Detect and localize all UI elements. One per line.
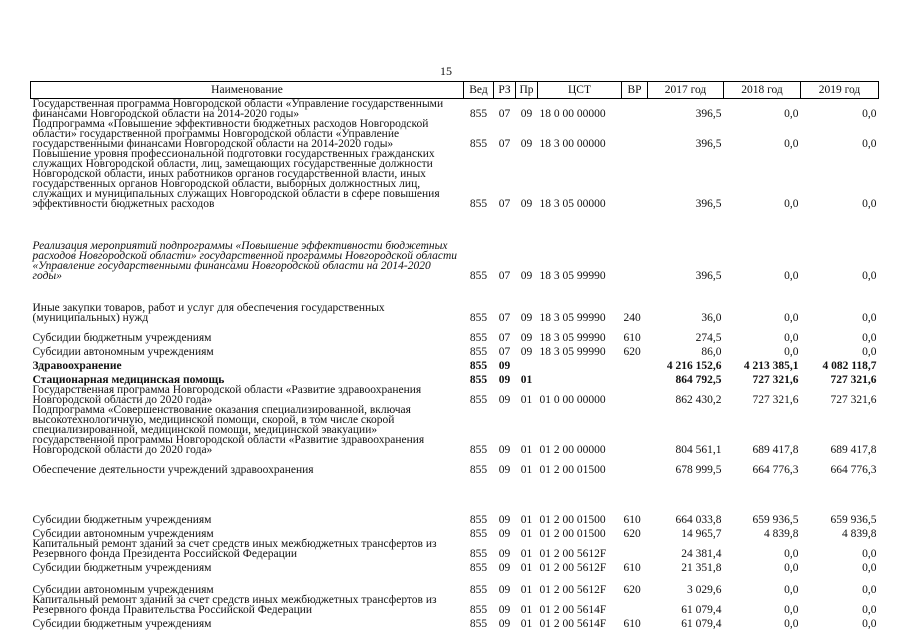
row-ved: 855 — [469, 562, 488, 574]
row-value-2018: 0,0 — [784, 562, 799, 574]
row-vr — [622, 539, 648, 559]
row-rz: 09 — [498, 514, 511, 526]
row-ved: 855 — [469, 604, 488, 616]
row-name: Государственная программа Новгородской области «Управление государственными финансами Новгородской области на 2014-2020 годы» — [32, 98, 444, 120]
row-pr: 09 — [520, 346, 533, 358]
row-ved: 855 — [469, 108, 488, 120]
row-value-2017: 14 965,7 — [681, 528, 722, 540]
row-name: Государственная программа Новгородской области «Развитие здравоохранения Новгородской области до 2020 года» — [32, 384, 422, 406]
row-ved: 855 — [469, 360, 488, 372]
row-name: Подпрограмма «Повышение эффективности бюджетных расходов Новгородской области» государственной программы Новгородской области «Управление государственными финансами Новгородской области на 2014-2020 годы» — [32, 118, 429, 150]
row-cst: 01 2 00 01500 — [539, 464, 606, 476]
table-row — [31, 281, 879, 323]
row-value-2019: 4 082 118,7 — [822, 360, 877, 372]
table-row — [31, 539, 879, 559]
row-vr: 620 — [623, 584, 641, 596]
row-rz: 09 — [498, 394, 511, 406]
row-value-2017: 24 381,4 — [681, 548, 722, 560]
row-ved: 855 — [469, 374, 488, 386]
row-value-2018: 0,0 — [784, 270, 799, 282]
table-row — [31, 475, 879, 525]
row-rz: 09 — [498, 548, 511, 560]
row-vr — [622, 595, 648, 615]
header-ved: Вед — [464, 82, 494, 99]
row-vr: 610 — [623, 514, 641, 526]
row-pr: 09 — [520, 198, 533, 210]
row-cst: 01 2 00 01500 — [539, 514, 606, 526]
row-ved: 855 — [469, 394, 488, 406]
row-vr — [622, 99, 648, 120]
row-pr: 09 — [520, 108, 533, 120]
header-cst: ЦСТ — [538, 82, 622, 99]
row-name: Субсидии автономным учреждениям — [32, 346, 214, 358]
row-pr: 01 — [520, 604, 533, 616]
row-pr: 09 — [520, 312, 533, 324]
row-vr: 620 — [623, 528, 641, 540]
row-value-2017: 804 561,1 — [675, 444, 722, 456]
row-value-2017: 396,5 — [695, 138, 722, 150]
row-value-2018: 0,0 — [784, 138, 799, 150]
row-cst: 18 3 05 99990 — [539, 312, 606, 324]
row-value-2019: 727 321,6 — [830, 374, 877, 386]
row-cst: 01 2 00 00000 — [539, 444, 606, 456]
row-rz: 09 — [498, 444, 511, 456]
row-name: Реализация мероприятий подпрограммы «Повышение эффективности бюджетных расходов Новгородской области» государственной программы Новгородской области «Управление государственными финансами Новгородской области на 2014-2020 годы» — [32, 240, 458, 282]
row-cst: 01 2 00 5614F — [539, 604, 607, 616]
row-value-2017: 21 351,8 — [681, 562, 722, 574]
row-ved: 855 — [469, 444, 488, 456]
row-name: Капитальный ремонт зданий за счет средств иных межбюджетных трансфертов из Резервного фонда Президента Российской Федерации — [32, 538, 437, 560]
row-name: Иные закупки товаров, работ и услуг для обеспечения государственных (муниципальных) нужд — [32, 302, 385, 324]
row-value-2018: 0,0 — [784, 548, 799, 560]
header-pr: Пр — [516, 82, 538, 99]
row-name: Стационарная медицинская помощь — [32, 374, 225, 386]
row-cst — [538, 357, 622, 371]
row-value-2019: 0,0 — [862, 108, 877, 120]
row-name: Субсидии автономным учреждениям — [32, 528, 214, 540]
table-row — [31, 385, 879, 405]
row-value-2018: 0,0 — [784, 198, 799, 210]
row-vr — [622, 371, 648, 385]
row-rz: 09 — [498, 464, 511, 476]
row-pr — [516, 357, 538, 371]
row-value-2019: 0,0 — [862, 312, 877, 324]
row-value-2018: 727 321,6 — [752, 374, 799, 386]
page-number: 15 — [440, 64, 452, 78]
row-value-2017: 86,0 — [701, 346, 722, 358]
header-2017: 2017 год — [648, 82, 724, 99]
row-value-2018: 689 417,8 — [752, 444, 799, 456]
table-body — [31, 99, 879, 630]
table-row — [31, 405, 879, 455]
row-pr: 09 — [520, 270, 533, 282]
row-cst: 01 0 00 00000 — [539, 394, 606, 406]
table-row — [31, 559, 879, 573]
row-value-2019: 0,0 — [862, 604, 877, 616]
row-vr — [622, 119, 648, 149]
row-cst: 01 2 00 5612F — [539, 548, 607, 560]
row-value-2018: 0,0 — [784, 584, 799, 596]
row-value-2019: 0,0 — [862, 346, 877, 358]
row-value-2017: 36,0 — [701, 312, 722, 324]
row-rz: 09 — [498, 618, 511, 630]
table-row — [31, 323, 879, 343]
row-vr: 610 — [623, 332, 641, 344]
budget-table — [30, 81, 879, 629]
row-name: Подпрограмма «Совершенствование оказания специализированной, включая высокотехнологичную, медицинской помощи, скорой, в том числе скорой специализированной, медицинской помощи, медицинской эвакуации» государственной программы Новгородской области «Развитие здравоохранения Новгородской области до 2020 года» — [32, 404, 425, 456]
table-row — [31, 119, 879, 149]
table-row — [31, 615, 879, 629]
table-row — [31, 595, 879, 615]
row-value-2017: 61 079,4 — [681, 604, 722, 616]
table-row — [31, 343, 879, 357]
table-row — [31, 99, 879, 120]
row-rz: 07 — [498, 108, 511, 120]
table-row — [31, 357, 879, 371]
row-ved: 855 — [469, 548, 488, 560]
row-ved: 855 — [469, 138, 488, 150]
row-value-2017: 664 033,8 — [675, 514, 722, 526]
row-vr: 610 — [623, 618, 641, 630]
row-pr: 01 — [520, 584, 533, 596]
row-ved: 855 — [469, 528, 488, 540]
row-vr — [622, 357, 648, 371]
table-header-row — [31, 82, 879, 99]
row-name: Субсидии бюджетным учреждениям — [32, 332, 212, 344]
row-pr: 09 — [520, 138, 533, 150]
row-cst: 18 3 05 99990 — [539, 346, 606, 358]
table-row — [31, 209, 879, 281]
row-pr: 01 — [520, 394, 533, 406]
row-value-2018: 0,0 — [784, 618, 799, 630]
row-value-2017: 396,5 — [695, 108, 722, 120]
row-rz: 07 — [498, 138, 511, 150]
row-value-2017: 862 430,2 — [675, 394, 722, 406]
row-value-2017: 274,5 — [695, 332, 722, 344]
row-vr — [622, 455, 648, 475]
row-pr: 01 — [520, 528, 533, 540]
row-name: Субсидии бюджетным учреждениям — [32, 514, 212, 526]
row-ved: 855 — [469, 514, 488, 526]
row-name: Субсидии автономным учреждениям — [32, 584, 214, 596]
table-row — [31, 371, 879, 385]
row-value-2019: 4 839,8 — [842, 528, 877, 540]
row-value-2019: 0,0 — [862, 584, 877, 596]
row-ved: 855 — [469, 464, 488, 476]
row-value-2019: 0,0 — [862, 270, 877, 282]
row-cst — [538, 371, 622, 385]
row-cst: 18 3 00 00000 — [539, 138, 606, 150]
row-value-2018: 0,0 — [784, 346, 799, 358]
row-value-2019: 659 936,5 — [830, 514, 877, 526]
row-value-2018: 659 936,5 — [752, 514, 799, 526]
row-rz: 07 — [498, 312, 511, 324]
row-rz: 09 — [498, 562, 511, 574]
row-ved: 855 — [469, 270, 488, 282]
row-cst: 18 0 00 00000 — [539, 108, 606, 120]
row-cst: 01 2 00 01500 — [539, 528, 606, 540]
row-name: Повышение уровня профессиональной подготовки государственных гражданских служащих Новгородской области, лиц, замещающих государственные должности Новгородской области, иных работников органов государственной власти, иных государственных органов Новгородской области, выборных должностных лиц, служащих и муниципальных служащих Новгородской области в сфере повышения эффективности бюджетных расходов — [32, 148, 440, 210]
row-value-2017: 4 216 152,6 — [666, 360, 722, 372]
row-ved: 855 — [469, 346, 488, 358]
row-pr: 01 — [520, 562, 533, 574]
row-cst: 01 2 00 5614F — [539, 618, 607, 630]
header-rz: РЗ — [494, 82, 516, 99]
row-value-2017: 678 999,5 — [675, 464, 722, 476]
header-2018: 2018 год — [724, 82, 801, 99]
header-name: Наименование — [31, 82, 464, 99]
row-vr — [622, 405, 648, 455]
row-value-2017: 396,5 — [695, 270, 722, 282]
row-value-2019: 664 776,3 — [830, 464, 877, 476]
row-pr: 01 — [520, 548, 533, 560]
row-ved: 855 — [469, 618, 488, 630]
header-vr: ВР — [622, 82, 648, 99]
row-value-2019: 0,0 — [862, 198, 877, 210]
row-cst: 18 3 05 99990 — [539, 270, 606, 282]
row-name: Обеспечение деятельности учреждений здравоохранения — [32, 464, 314, 476]
row-cst: 18 3 05 00000 — [539, 198, 606, 210]
row-rz: 07 — [498, 346, 511, 358]
row-rz: 09 — [498, 604, 511, 616]
row-rz: 09 — [498, 360, 511, 372]
row-rz: 07 — [498, 270, 511, 282]
row-pr: 01 — [520, 374, 533, 386]
row-name: Капитальный ремонт зданий за счет средств иных межбюджетных трансфертов из Резервного фонда Правительства Российской Федерации — [32, 594, 437, 616]
row-value-2019: 727 321,6 — [830, 394, 877, 406]
row-value-2018: 4 213 385,1 — [743, 360, 799, 372]
row-name: Здравоохранение — [32, 360, 122, 372]
row-value-2019: 0,0 — [862, 332, 877, 344]
table-row — [31, 149, 879, 209]
row-value-2018: 0,0 — [784, 312, 799, 324]
row-vr — [622, 385, 648, 405]
row-value-2019: 0,0 — [862, 138, 877, 150]
row-ved: 855 — [469, 584, 488, 596]
header-2019: 2019 год — [801, 82, 879, 99]
row-value-2019: 0,0 — [862, 562, 877, 574]
row-value-2018: 0,0 — [784, 332, 799, 344]
row-cst: 01 2 00 5612F — [539, 584, 607, 596]
row-ved: 855 — [469, 312, 488, 324]
row-vr: 240 — [623, 312, 641, 324]
row-cst: 01 2 00 5612F — [539, 562, 607, 574]
row-rz: 09 — [498, 584, 511, 596]
row-value-2018: 727 321,6 — [752, 394, 799, 406]
row-name: Субсидии бюджетным учреждениям — [32, 618, 212, 630]
row-pr: 01 — [520, 464, 533, 476]
row-vr: 620 — [623, 346, 641, 358]
row-value-2017: 864 792,5 — [675, 374, 722, 386]
row-rz: 07 — [498, 198, 511, 210]
row-rz: 09 — [498, 374, 511, 386]
row-value-2017: 3 029,6 — [687, 584, 722, 596]
row-value-2018: 4 839,8 — [764, 528, 799, 540]
row-cst: 18 3 05 99990 — [539, 332, 606, 344]
row-vr — [622, 209, 648, 281]
row-vr: 610 — [623, 562, 641, 574]
row-pr: 01 — [520, 618, 533, 630]
row-value-2017: 61 079,4 — [681, 618, 722, 630]
row-rz: 07 — [498, 332, 511, 344]
row-ved: 855 — [469, 198, 488, 210]
row-value-2017: 396,5 — [695, 198, 722, 210]
table-row — [31, 455, 879, 475]
row-ved: 855 — [469, 332, 488, 344]
row-pr: 09 — [520, 332, 533, 344]
table-row — [31, 525, 879, 539]
row-value-2019: 689 417,8 — [830, 444, 877, 456]
row-pr: 01 — [520, 444, 533, 456]
row-value-2018: 0,0 — [784, 604, 799, 616]
row-value-2018: 664 776,3 — [752, 464, 799, 476]
row-rz: 09 — [498, 528, 511, 540]
table-row — [31, 573, 879, 595]
row-name: Субсидии бюджетным учреждениям — [32, 562, 212, 574]
row-vr — [622, 149, 648, 209]
row-value-2019: 0,0 — [862, 548, 877, 560]
row-value-2019: 0,0 — [862, 618, 877, 630]
row-pr: 01 — [520, 514, 533, 526]
row-value-2018: 0,0 — [784, 108, 799, 120]
